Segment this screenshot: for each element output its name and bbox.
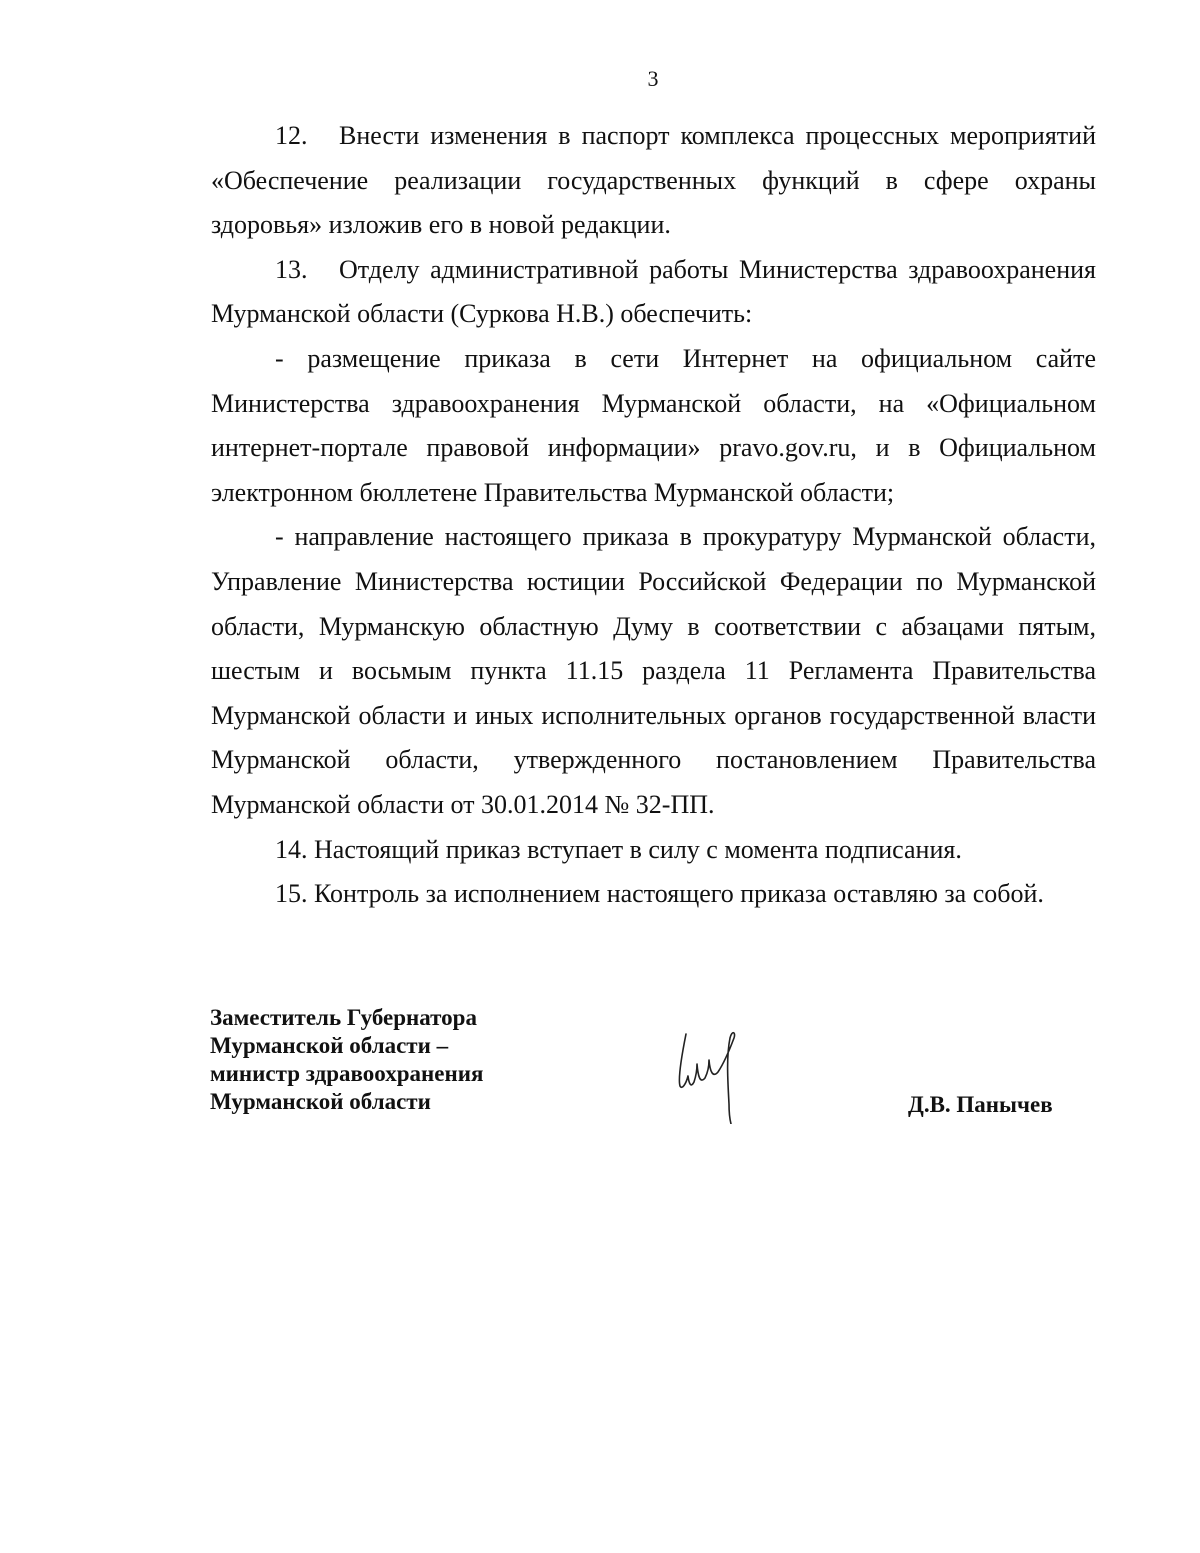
paragraph-13 — [211, 248, 1096, 337]
signer-name: Д.В. Панычев — [908, 1092, 1053, 1117]
handwritten-signature — [672, 1024, 772, 1124]
signatory-title-line: министр здравоохранения — [210, 1061, 484, 1086]
signatory-title — [210, 1004, 483, 1116]
bullet-distribution: - направление настоящего приказа в прокуратуру Мурманской области, Управление Министерства юстиции Российской Федерации по Мурманской области, Мурманскую областную Думу в соответствии с абзацами пятым, шестым и восьмым пункта 11.15 раздела 11 Регламента Правительства Мурманской области и иных исполнительных органов государственной власти Мурманской области, утвержденного постановлением Правительства Мурманской области от 30.01.2014 № 32-ПП. — [211, 522, 1096, 819]
paragraph-13-number: 13. — [275, 254, 308, 284]
paragraph-14: 14. Настоящий приказ вступает в силу с момента подписания. — [275, 834, 962, 864]
page-number: 3 — [647, 66, 659, 91]
signatory-title-line: Мурманской области — [210, 1089, 431, 1114]
paragraph-12 — [211, 114, 1096, 248]
paragraph-15: 15. Контроль за исполнением настоящего приказа оставляю за собой. — [275, 879, 1044, 909]
paragraph-12-text: Внести изменения в паспорт комплекса процессных мероприятий «Обеспечение реализации государственных функций в сфере охраны здоровья» изложив его в новой редакции. — [211, 121, 1096, 240]
signatory-title-line: Мурманской области – — [210, 1033, 449, 1058]
bullet-publication: - размещение приказа в сети Интернет на официальном сайте Министерства здравоохранения Мурманской области, на «Официальном интернет-портале правовой информации» pravo.gov.ru, и в Официальном электронном бюллетене Правительства Мурманской области; — [211, 343, 1096, 507]
document-body — [211, 114, 1096, 917]
signatory-title-line: Заместитель Губернатора — [210, 1005, 477, 1030]
paragraph-12-number: 12. — [275, 121, 308, 150]
paragraph-13-text: Отделу административной работы Министерства здравоохранения Мурманской области (Суркова Н.В.) обеспечить: — [211, 254, 1096, 329]
